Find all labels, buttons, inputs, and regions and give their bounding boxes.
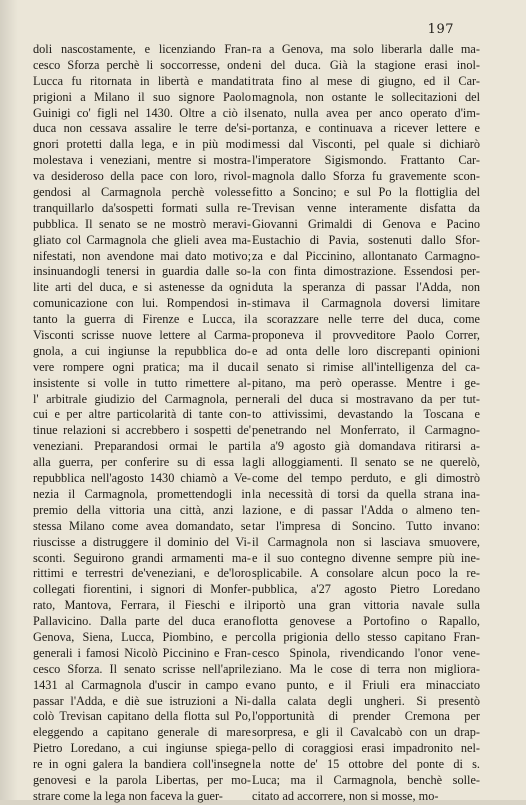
text-line: Guinigi co' figli nel 1430. Oltre a ciò il <box>33 105 251 120</box>
text-line: colò Trevisan capitano della flotta sul Po, <box>33 709 251 724</box>
text-line: doli nascostamente, e licenziando Fran- <box>33 42 251 56</box>
text-line: il Carmagnola non si lasciava smuovere, <box>252 534 480 549</box>
text-line: pubblica, a'27 agosto Pietro Loredano <box>252 582 480 597</box>
text-line: Visconti scrisse nuove lettere al Carma- <box>33 328 251 343</box>
text-line: magnola, non ostante le sollecitazioni del <box>252 89 480 104</box>
text-line: pubblica. Il senato se ne mostrò meravi- <box>33 216 251 231</box>
text-line: comunicazione con lui. Rompendosi in- <box>33 296 251 311</box>
text-line: tranquillarlo da'sospetti formati sulla re- <box>33 200 251 215</box>
text-line: proponeva il provveditore Paolo Correr, <box>252 328 480 343</box>
text-line: splicabile. A consolare alcun poco la re- <box>252 566 480 581</box>
text-line: veneziani. Preparandosi ormai le parti <box>33 439 251 454</box>
text-line: e il suo contegno divenne sempre più ine- <box>252 550 480 565</box>
text-line: duca non cessava assalire le terre de'si- <box>33 121 251 136</box>
text-line: tanto la guerra di Firenze e Lucca, il <box>33 312 251 327</box>
text-line: Giovanni Grimaldi di Genova e Pacino <box>252 216 480 231</box>
text-line: riportò una gran vittoria navale sulla <box>252 598 480 613</box>
text-line: Trevisan venne interamente disfatta da <box>252 200 480 215</box>
text-line: zione, e di passar l'Adda o almeno ten- <box>252 502 480 517</box>
text-line: cui e per altre particolarità di tante con- <box>33 407 251 422</box>
text-line: strare come la lega non faceva la guer- <box>33 788 223 803</box>
text-line: citato ad accorrere, non si mosse, mo- <box>252 788 439 803</box>
text-line: vere rompere ogni pratica; ma il duca <box>33 359 251 374</box>
text-line: rittimi e terrestri de'veneziani, e de'loro <box>33 566 251 581</box>
text-line: lite arti del duca, e si astenesse da ogni <box>33 280 251 295</box>
text-line: cesco Sforza perchè li soccorresse, onde <box>33 57 251 72</box>
text-line: Lucca fu ritornata in libertà e mandati <box>33 73 251 88</box>
text-line: l'imperatore Sigismondo. Frattanto Car- <box>252 153 480 168</box>
text-line: Genova, Siena, Lucca, Piombino, e per <box>33 629 251 644</box>
text-line: Luca; ma il Carmagnola, benchè solle- <box>252 772 480 787</box>
text-line: insinuandogli tenersi in guardia dalle so- <box>33 264 251 279</box>
text-line: nerali del duca si mostravano da per tut- <box>252 391 480 406</box>
text-line: magnola dallo Sforza fu gravemente scon- <box>252 169 480 184</box>
text-line: gli alloggiamenti. Il senato se ne querelò, <box>252 455 480 470</box>
text-line: to attivissimi, devastando la Toscana e <box>252 407 480 422</box>
text-line: senato, nulla avea per anco operato d'im- <box>252 105 480 120</box>
text-line: gnori protetti dalla lega, e in più modi <box>33 137 251 152</box>
text-line: riuscisse a distruggere il dominio del Vi- <box>33 534 251 549</box>
text-line: sconti. Seguirono grandi armamenti ma- <box>33 550 251 565</box>
text-line: rato, Mantova, Ferrara, il Fieschi e il <box>33 598 251 613</box>
text-line: ni del duca. Già la stagione erasi inol- <box>252 57 480 72</box>
text-line: cesco Sforza. Il senato scrisse nell'aprile <box>33 661 251 676</box>
text-line: stessa Milano come avea domandato, se <box>33 518 251 533</box>
text-line: pello di coraggiosi erasi impadronito nel- <box>252 741 480 756</box>
text-line: colla prigionia dello stesso capitano Fran- <box>252 629 480 644</box>
text-line: la a'9 agosto già domandava ritirarsi a- <box>252 439 480 454</box>
text-line: za e dal Piccinino, allontanato Carmagno- <box>252 248 480 263</box>
text-line: gendosi al Carmagnola perchè volesse <box>33 185 251 200</box>
text-line: ra a Genova, ma solo liberarla dalle ma- <box>252 42 480 56</box>
text-line: la notte de' 15 ottobre del ponte di s. <box>252 757 480 772</box>
text-line: portanza, e continuava a ricever lettere e <box>252 121 480 136</box>
text-line: messi dal Visconti, pel quale si dichiarò <box>252 137 480 152</box>
text-line: la con finta dimostrazione. Essendosi per- <box>252 264 480 279</box>
text-line: l' arbitrale giudizio del Carmagnola, per <box>33 391 251 406</box>
text-line: molestava i veneziani, mentre si mostra- <box>33 153 251 168</box>
text-line: duta la speranza di passar l'Adda, non <box>252 280 480 295</box>
text-line: prigioni a Milano il suo signore Paolo <box>33 89 251 104</box>
text-line: Eustachio di Pavia, sostenuti dallo Sfor- <box>252 232 480 247</box>
text-line: passar l'Adda, e diè sue istruzioni a Ni- <box>33 693 251 708</box>
text-line: 1431 al Carmagnola d'uscir in campo e <box>33 677 251 692</box>
text-line: vano punto, e il Friuli era minacciato <box>252 677 480 692</box>
text-line: insistente si volle in tutto rimettere al- <box>33 375 251 390</box>
text-line: premio della vittoria una città, anzi la <box>33 502 251 517</box>
text-line: nezia il Carmagnola, promettendogli in <box>33 486 251 501</box>
text-line: gliato col Carmagnola che glieli avea ma- <box>33 232 251 247</box>
text-line: l'opportunità di prender Cremona per <box>252 709 480 724</box>
text-line: alla guerra, per conferire su di essa la <box>33 455 251 470</box>
text-line: cesco Spinola, rivendicando l'onor vene- <box>252 645 480 660</box>
text-line: sorpresa, e gli il Cavalcabò con un drap- <box>252 725 480 740</box>
text-line: e ad onta delle loro discrepanti opinioni <box>252 343 480 358</box>
text-line: come del tempo perduto, e gli dimostrò <box>252 471 480 486</box>
text-line: repubblica nell'agosto 1430 chiamò a Ve- <box>33 471 251 486</box>
text-line: pitano, ma però operasse. Mentre i ge- <box>252 375 480 390</box>
text-line: generali i famosi Nicolò Piccinino e Fran- <box>33 645 251 660</box>
text-line: penetrando nel Monferrato, il Carmagno- <box>252 423 480 438</box>
text-line: trata fino al mese di giugno, ed il Car- <box>252 73 480 88</box>
text-line: tinue relazioni si accrebbero i sospetti de' <box>33 423 251 438</box>
text-line: gnola, a cui ingiunse la repubblica do- <box>33 343 251 358</box>
text-line: ziano. Ma le cose di terra non migliora- <box>252 661 480 676</box>
text-line: Pallavicino. Dalla parte del duca erano <box>33 614 251 629</box>
text-line: stimava il Carmagnola doversi limitare <box>252 296 480 311</box>
text-line: flotta genovese a Portofino o Rapallo, <box>252 614 480 629</box>
page-number: 197 <box>427 22 454 37</box>
left-column <box>33 42 251 805</box>
text-line: Pietro Loredano, a cui ingiunse spiega- <box>33 741 251 756</box>
text-line: a scorazzare nelle terre del duca, come <box>252 312 480 327</box>
text-line: tar l'impresa di Soncino. Tutto invano: <box>252 518 480 533</box>
text-line: la necessità di torsi da quella strana ina- <box>252 486 480 501</box>
text-line: re in ogni galera la bandiera coll'insegne <box>33 757 251 772</box>
right-column <box>252 42 480 805</box>
text-line: eleggendo a capitano generale di mare <box>33 725 251 740</box>
text-line: genovesi e la parola Libertas, per mo- <box>33 772 251 787</box>
text-line: dalla calata degli ungheri. Si presentò <box>252 693 480 708</box>
text-line: il senato si rimise all'intelligenza del ca- <box>252 359 480 374</box>
text-line: fitto a Soncino; e sul Po la flottiglia del <box>252 185 480 200</box>
text-line: va desideroso della pace con loro, rivol- <box>33 169 251 184</box>
text-line: nifestati, non avendone mai dato motivo; <box>33 248 251 263</box>
text-line: collegati fiorentini, i signori di Monfer- <box>33 582 251 597</box>
